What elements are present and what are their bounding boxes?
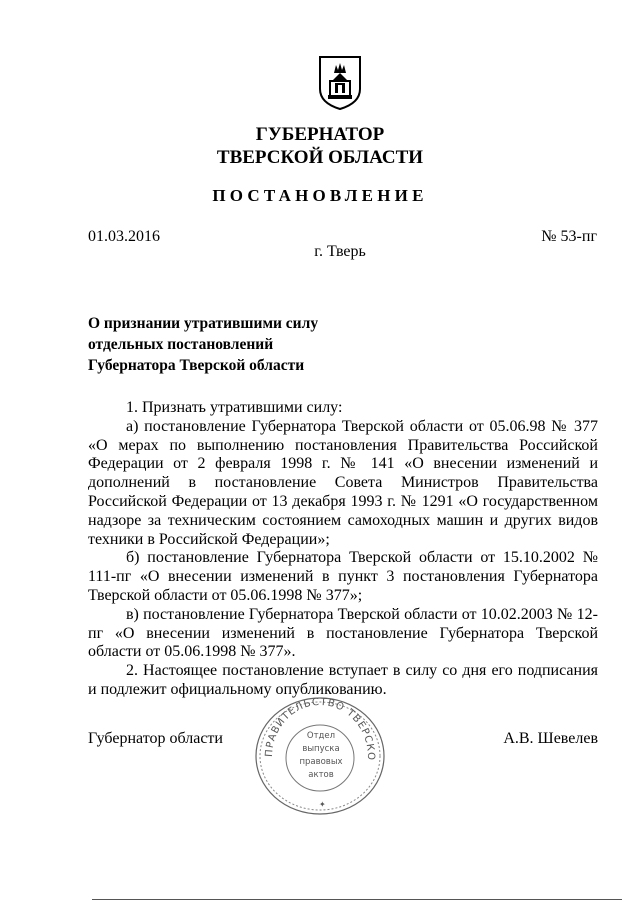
body-paragraph: а) постановление Губернатора Тверской области от 05.06.98 № 377 «О мерах по выполнению постановления Правительства Российской Федерации от 2 февраля 1998 г. № 141 «О внесении изменений и дополнений в постановление Совета Министров Правительства Российской Федерации от 13 декабря 1993 г. № 1291 «О государственном надзоре за техническим состоянием самоходных машин и других видов техники в Российской Федерации»; (88, 417, 598, 548)
stamp-center-text: Отдел выпуска правовых актов (299, 731, 343, 780)
document-type: ПОСТАНОВЛЕНИЕ (212, 186, 428, 205)
coat-of-arms-icon (318, 55, 362, 111)
body-paragraph: б) постановление Губернатора Тверской области от 15.10.2002 № 111-пг «О внесении изменений в пункт 3 постановления Губернатора Тверской области от 05.06.1998 № 377»; (88, 549, 598, 604)
official-stamp (253, 694, 388, 819)
issuer-title: ГУБЕРНАТОР (255, 124, 385, 145)
document-place: г. Тверь (314, 243, 366, 260)
signatory-name: А.В. Шевелев (503, 730, 598, 747)
document-date: 01.03.2016 (88, 228, 160, 245)
subject-line: О признании утратившими силу (88, 315, 319, 332)
issuer-region: ТВЕРСКОЙ ОБЛАСТИ (216, 147, 424, 168)
star-icon: ✦ (319, 800, 326, 809)
signatory-position: Губернатор области (88, 730, 223, 747)
document-number: № 53-пг (541, 228, 597, 245)
subject-line: отдельных постановлений (88, 336, 274, 353)
body-paragraph: 2. Настоящее постановление вступает в силу со дня его подписания и подлежит официальному опубликованию. (88, 662, 598, 698)
stamp-ring-text: ПРАВИТЕЛЬСТВО ТВЕРСКО (263, 696, 377, 762)
subject-line: Губернатора Тверской области (88, 357, 305, 374)
page-edge-line (92, 899, 622, 900)
document-body (88, 399, 598, 700)
body-paragraph: 1. Признать утратившими силу: (126, 399, 343, 416)
body-paragraph: в) постановление Губернатора Тверской области от 10.02.2003 № 12-пг «О внесении изменений в постановление Губернатора Тверской области от 05.06.1998 № 377». (88, 605, 598, 661)
document-subject (88, 313, 318, 376)
